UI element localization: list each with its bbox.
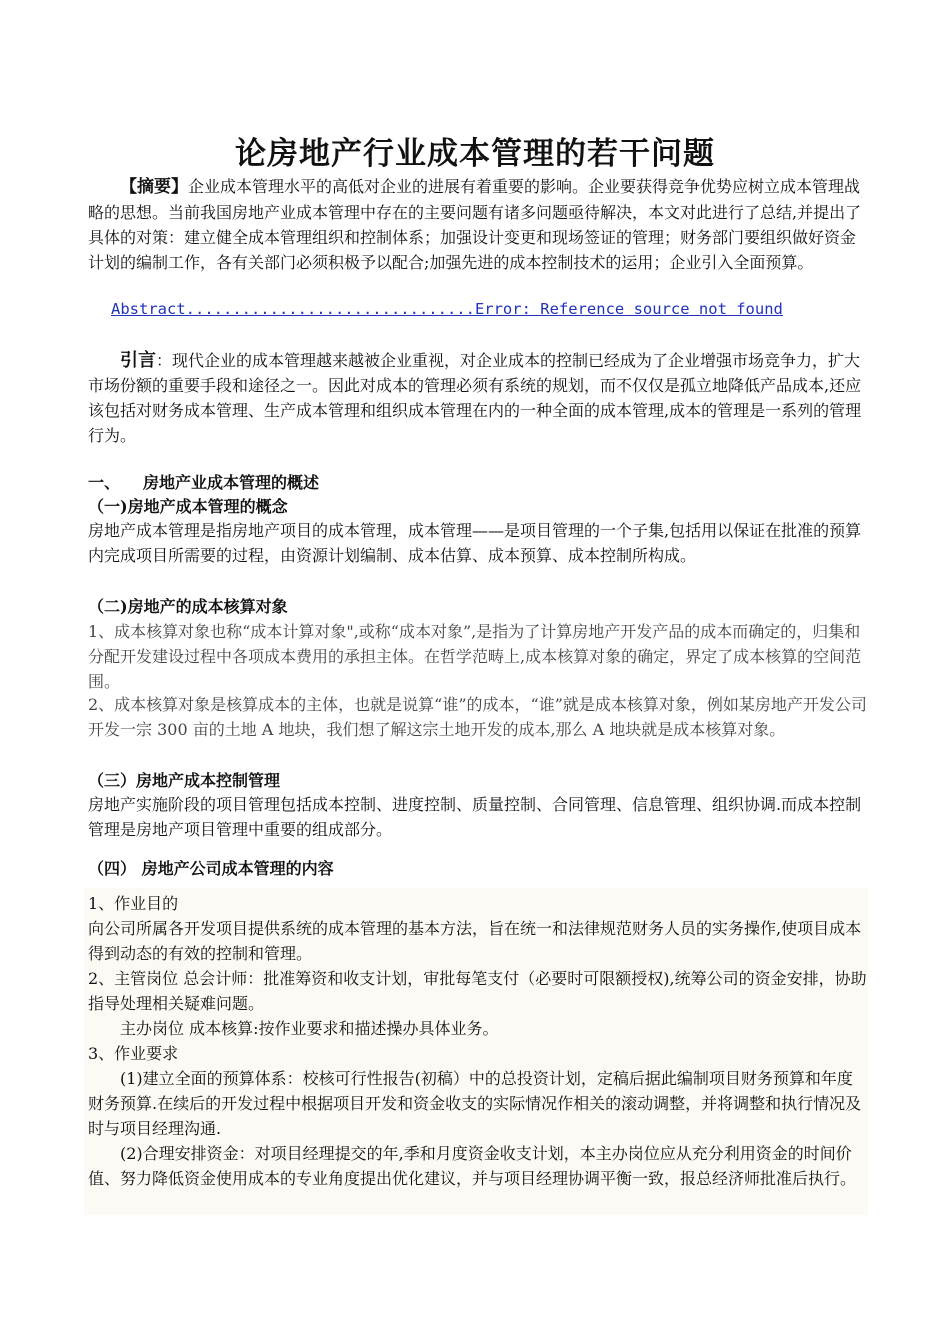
subsection-2-paragraph-1: 1、成本核算对象也称“成本计算对象",或称“成本对象”,是指为了计算房地产开发产品的成本而确定的，归集和分配开发建设过程中各项成本费用的承担主体。在哲学范畴上,成本核算对象的确定，界定了成本核算的空间范围。 [88, 622, 862, 691]
section-1-heading [88, 470, 319, 493]
item-2-sub: 主办岗位 成本核算:按作业要求和描述操办具体业务。 [120, 1019, 499, 1038]
subsection-1-text: 房地产成本管理是指房地产项目的成本管理，成本管理——是项目管理的一个子集,包括用以保证在批准的预算内完成项目所需要的过程，由资源计划编制、成本估算、成本预算、成本控制所构成。 [88, 521, 862, 565]
subsection-1-heading: （一)房地产成本管理的概念 [88, 497, 288, 516]
item-1-text: 向公司所属各开发项目提供系统的成本管理的基本方法，旨在统一和法律规范财务人员的实务操作,使项目成本得到动态的有效的控制和管理。 [88, 919, 862, 963]
item-2-text: 2、主管岗位 总会计师：批准筹资和收支计划，审批每笔支付（必要时可限额授权),统筹公司的资金安排，协助指导处理相关疑难问题。 [88, 969, 867, 1013]
subsection-3-text: 房地产实施阶段的项目管理包括成本控制、进度控制、质量控制、合同管理、信息管理、组织协调.而成本控制管理是房地产项目管理中重要的组成部分。 [88, 795, 862, 839]
item-1-title: 1、作业目的 [88, 894, 179, 913]
abstract-paragraph [88, 174, 868, 275]
section-1-title: 房地产业成本管理的概述 [143, 473, 320, 492]
abstract-label: 【摘要】 [120, 177, 188, 197]
subsection-3-heading: （三）房地产成本控制管理 [88, 771, 281, 790]
section-1-number: 一、 [88, 473, 121, 492]
intro-label: 引言 [120, 350, 156, 371]
abstract-text: 企业成本管理水平的高低对企业的进展有着重要的影响。企业要获得竞争优势应树立成本管理战略的思想。当前我国房地产业成本管理中存在的主要问题有诸多问题亟待解决，本文对此进行了总结,并提出了具体的对策：建立健全成本管理组织和控制体系；加强设计变更和现场签证的管理；财务部门要组织做好资金计划的编制工作，各有关部门必须积极予以配合;加强先进的成本控制技术的运用；企业引入全面预算。 [88, 177, 862, 272]
item-3-title: 3、作业要求 [88, 1044, 179, 1063]
document-title: 论房地产行业成本管理的若干问题 [235, 136, 715, 172]
toc-abstract-link[interactable]: Abstract...............................Error: Reference source not found [111, 300, 783, 318]
intro-text: ：现代企业的成本管理越来越被企业重视，对企业成本的控制已经成为了企业增强市场竞争力，扩大市场份额的重要手段和途径之一。因此对成本的管理必须有系统的规划，而不仅仅是孤立地降低产品成本,还应该包括对财务成本管理、生产成本管理和组织成本管理在内的一种全面的成本管理,成本的管理是一系列的管理行为。 [88, 351, 862, 445]
intro-paragraph [88, 348, 868, 448]
item-3-paragraph-1: (1)建立全面的预算体系：校核可行性报告(初稿）中的总投资计划，定稿后据此编制项目财务预算和年度财务预算.在续后的开发过程中根据项目开发和资金收支的实际情况作相关的滚动调整，并将调整和执行情况及时与项目经理沟通. [88, 1069, 862, 1138]
subsection-2-paragraph-2: 2、成本核算对象是核算成本的主体，也就是说算“谁”的成本，“谁”就是成本核算对象，例如某房地产开发公司开发一宗 300 亩的土地 A 地块，我们想了解这宗土地开发的成本,那么 A 地块就是成本核算对象。 [88, 695, 867, 739]
item-3-paragraph-2: (2)合理安排资金：对项目经理提交的年,季和月度资金收支计划，本主办岗位应从充分利用资金的时间价值、努力降低资金使用成本的专业角度提出优化建议，并与项目经理协调平衡一致，报总经济师批准后执行。 [88, 1144, 857, 1188]
subsection-2-heading: （二)房地产的成本核算对象 [88, 597, 288, 616]
subsection-4-heading: （四） 房地产公司成本管理的内容 [88, 859, 334, 878]
